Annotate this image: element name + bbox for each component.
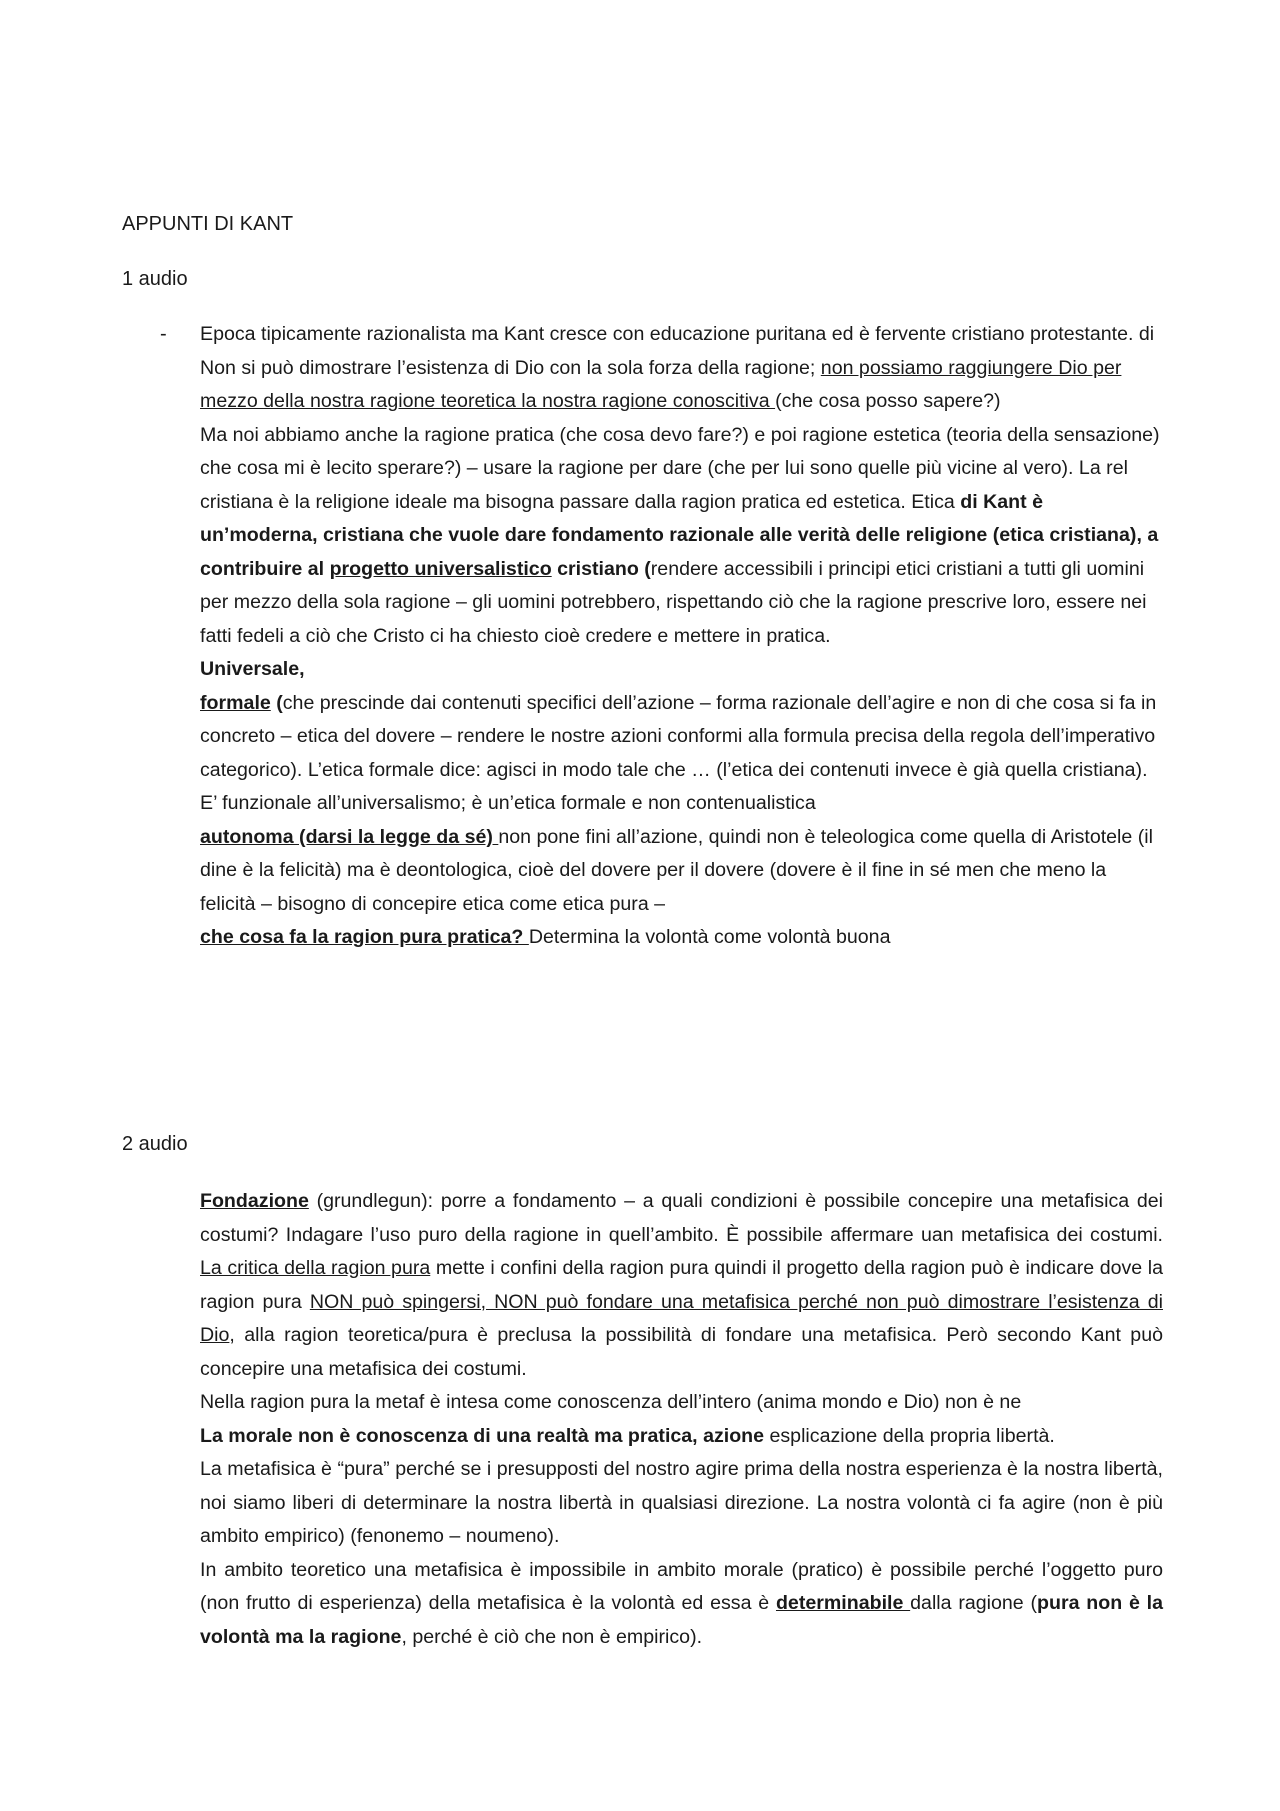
paragraph <box>200 1185 1163 1386</box>
paragraph <box>200 1554 1163 1655</box>
text-run: cristiano ( <box>551 557 651 580</box>
text-run: (grundlegun): porre a fondamento – a quali condizioni è possibile concepire una metafisica dei costumi? Indagare l’uso puro della ragione in quell’ambito. È possibile affermare uan metafisica dei costumi. <box>200 1190 1163 1246</box>
text-run: , alla ragion teoretica/pura è preclusa la possibilità di fondare una metafisica. Però secondo Kant può concepire una metafisica dei costumi. <box>200 1324 1163 1380</box>
document-title: APPUNTI DI KANT <box>122 213 294 235</box>
paragraph <box>200 687 1163 821</box>
text-run: rendere accessibili i principi etici cristiani a tutti gli uomini per mezzo della sola ragione – gli uomini potrebbero, rispettando ciò che la ragione prescrive loro, essere nei fatti fedeli a ciò che Cristo ci ha chiesto cioè credere e mettere in pratica. <box>200 557 1147 647</box>
text-run: mette i confini della ragion pura quindi il progetto della ragion può è indicare dove la ragion pura <box>200 1257 1163 1313</box>
text-run: progetto universalistico <box>329 557 552 580</box>
text-run: La morale non è conoscenza di una realtà ma pratica, azione <box>200 1424 765 1447</box>
text-run: , perché è ciò che non è empirico). <box>401 1625 703 1648</box>
text-run: La critica della ragion pura <box>200 1257 431 1279</box>
text-run: Nella ragion pura la metaf è intesa come conoscenza dell’intero (anima mondo e Dio) non è ne <box>200 1391 1022 1413</box>
text-run: Universale, <box>200 658 305 680</box>
text-run: non pone fini all’azione, quindi non è teleologica come quella di Aristotele (il dine è la felicità) ma è deontologica, cioè del dovere per il dovere (dovere è il fine in sé men che meno la felicità – bisogno di concepire etica come etica pura – <box>200 825 1153 915</box>
text-run: Determina la volontà come volontà buona <box>528 926 891 948</box>
text-run: dalla ragione ( <box>910 1592 1038 1614</box>
paragraph <box>200 318 1163 419</box>
text-run: Fondazione <box>200 1190 309 1212</box>
paragraph <box>200 419 1163 654</box>
text-run: (che cosa posso sapere?) <box>775 390 1001 412</box>
list-bullet-dash: - <box>160 323 167 345</box>
paragraph <box>200 821 1163 922</box>
text-run: La metafisica è “pura” perché se i presupposti del nostro agire prima della nostra esperienza è la nostra libertà, noi siamo liberi di determinare la nostra libertà in qualsiasi direzione. La nostra volontà ci fa agire (non è più ambito empirico) (fenonemo – noumeno). <box>200 1458 1163 1547</box>
text-run: pura non è la volontà ma la ragione <box>200 1592 1163 1648</box>
text-run: determinabile <box>775 1592 911 1614</box>
text-run: ( <box>270 691 283 714</box>
text-run: In ambito teoretico una metafisica è impossibile in ambito morale (pratico) è possibile perché l’oggetto puro (non frutto di esperienza) della metafisica è la volontà ed essa è <box>200 1558 1163 1614</box>
text-run: che prescinde dai contenuti specifici dell’azione – forma razionale dell’agire e non di che cosa si fa in concreto – etica del dovere – rendere le nostre azioni conformi alla formula precisa della regola dell’imperativo categorico). L’etica formale dice: agisci in modo tale che … (l’etica dei contenuti invece è già quella cristiana). E’ funzionale all’universalismo; è un’etica formale e non contenualistica <box>200 691 1157 814</box>
paragraph <box>200 1420 1163 1454</box>
text-run: Ma noi abbiamo anche la ragione pratica (che cosa devo fare?) e poi ragione estetica (teoria della sensazione) che cosa mi è lecito sperare?) – usare la ragione per dare (che per lui sono quelle più vicine al vero). La rel cristiana è la religione ideale ma bisogna passare dalla ragion pratica ed estetica. Etica <box>200 423 1160 513</box>
text-run: esplicazione della propria libertà. <box>764 1424 1055 1447</box>
text-run: autonoma (darsi la legge da sé) <box>200 825 499 848</box>
text-run: Epoca tipicamente razionalista ma Kant cresce con educazione puritana ed è fervente cristiano protestante. di Non si può dimostrare l’esistenza di Dio con la sola forza della ragione; <box>200 323 1155 379</box>
text-run: di Kant è un’moderna, cristiana che vuole dare fondamento razionale alle verità delle religione (etica cristiana), a contribuire al <box>200 490 1159 580</box>
section-heading-audio-2: 2 audio <box>122 1133 188 1155</box>
section-body-audio-1 <box>200 318 1163 955</box>
text-run: NON può spingersi, NON può fondare una metafisica perché non può dimostrare l’esistenza di Dio <box>200 1290 1163 1346</box>
paragraph <box>200 921 1163 955</box>
section-heading-audio-1: 1 audio <box>122 268 188 290</box>
section-body-audio-2 <box>200 1185 1163 1654</box>
paragraph <box>200 1386 1163 1420</box>
text-run: formale <box>200 691 271 714</box>
text-run: non possiamo raggiungere Dio per mezzo della nostra ragione teoretica la nostra ragione conoscitiva <box>200 356 1122 412</box>
text-run: che cosa fa la ragion pura pratica? <box>200 926 529 948</box>
paragraph <box>200 653 1163 687</box>
paragraph <box>200 1453 1163 1554</box>
